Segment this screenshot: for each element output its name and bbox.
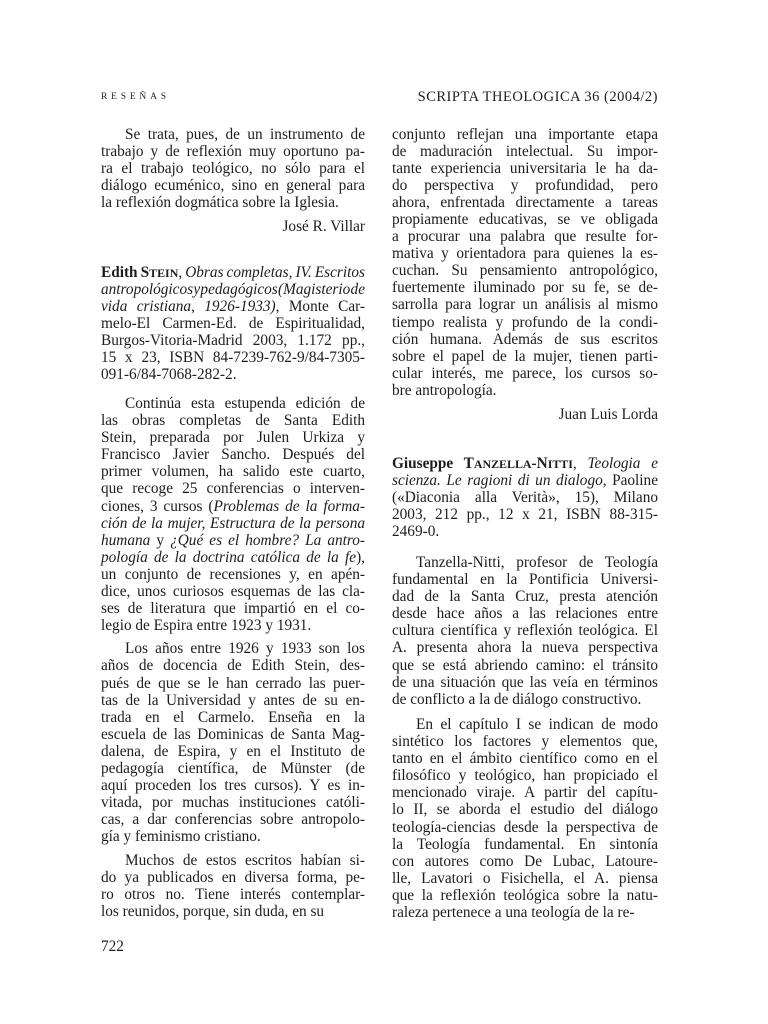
text-line: tanto en el ámbito científico como en el <box>392 750 658 768</box>
text-line: propiamente educativas, se ve obligada <box>392 210 658 228</box>
review-paragraph <box>392 716 658 921</box>
text-line: lle, Lavatori o Fisichella, el A. piensa <box>392 869 658 887</box>
book-citation <box>101 264 365 384</box>
text-line: ción humana. Además de sus escritos <box>392 330 658 348</box>
text-line: diálogo ecuménico, sino en general para <box>101 176 365 194</box>
text-line: sarrolla para lograr un análisis al mismo <box>392 296 658 314</box>
text-line: las obras completas de Santa Edith <box>101 412 365 430</box>
text-line: vitada, por muchas instituciones católi- <box>101 794 365 812</box>
text-line: gía y feminismo cristiano. <box>101 828 261 846</box>
text-line: años de docencia de Edith Stein, des- <box>101 657 365 675</box>
text-line: a procurar una palabra que resulte for- <box>392 228 658 246</box>
text-line: do perspectiva y profundidad, pero <box>392 176 658 194</box>
italic-title-text: vida cristiana, 1926-1933) <box>101 297 276 315</box>
text-line: bre antropología. <box>392 381 497 399</box>
author-name-smallcaps: ITTI <box>547 456 573 471</box>
text-line: 15 x 23, ISBN 84-7239-762-9/84-7305- <box>101 348 365 366</box>
text-line <box>101 498 365 515</box>
text-line <box>392 472 658 489</box>
text-line: raleza pertenece a una teología de la re- <box>392 904 635 922</box>
text-run: ), <box>356 548 365 566</box>
italic-title-text: pología de la doctrina católica de la fe <box>101 548 357 566</box>
text-line: lo II, se aborda el estudio del diálogo <box>392 801 658 819</box>
text-line: desde hace años a las relaciones entre <box>392 605 658 623</box>
text-line: mencionado viraje. A partir del capítu- <box>392 784 658 802</box>
text-line: tante experiencia universitaria le ha da- <box>392 159 658 177</box>
text-line: dice, unos curiosos esquemas de las cla- <box>101 583 365 601</box>
text-line: A. presenta ahora la nueva perspectiva <box>392 639 658 657</box>
text-line: Burgos-Vitoria-Madrid 2003, 1.172 pp., <box>101 331 365 349</box>
author-name: -N <box>531 454 548 472</box>
text-line: cular interés, me parece, los cursos so- <box>392 364 658 382</box>
text-line: ro otros no. Tiene interés contemplar- <box>101 885 365 903</box>
text-line <box>101 515 365 532</box>
review-paragraph <box>101 852 365 920</box>
text-line: que recoge 25 conferencias o interven- <box>101 480 365 498</box>
review-closing-paragraph <box>101 126 365 211</box>
italic-title-text: Obras completas, IV. Escritos <box>185 263 365 281</box>
text-line <box>101 532 365 549</box>
text-run: , Monte Car- <box>275 297 365 315</box>
text-line: de maduración intelectual. Su impor- <box>392 142 658 160</box>
text-run: , <box>178 263 186 281</box>
text-line: fundamental en la Pontificia Universi- <box>392 571 658 589</box>
text-line: En el capítulo I se indican de modo <box>416 716 658 733</box>
text-line <box>392 455 658 472</box>
text-line: la Teología fundamental. En sintonía <box>392 835 658 853</box>
text-line <box>101 264 365 281</box>
text-line <box>101 298 365 315</box>
italic-title-text: ción de la mujer, Estructura de la persona <box>101 514 365 532</box>
text-line: los reunidos, porque, sin duda, en su <box>101 902 325 920</box>
italic-title-text: scienza. Le ragioni di un dialogo <box>392 471 603 489</box>
text-line <box>101 281 365 298</box>
reviewer-signature: Juan Luis Lorda <box>558 405 658 423</box>
text-line: melo-El Carmen-Ed. de Espiritualidad, <box>101 314 365 332</box>
text-line: pués de que se le han cerrado las puer- <box>101 674 365 692</box>
text-line: de conflicto a la de diálogo constructivo. <box>392 690 642 708</box>
text-line: la reflexión dogmática sobre la Iglesia. <box>101 193 339 211</box>
text-line: ahora, enfrentada directamente a tareas <box>392 193 658 211</box>
italic-title-text: antropológicos y pedagógicos (Magisterio de <box>101 280 365 298</box>
text-line: de una situación que las veía en términos <box>392 673 658 691</box>
text-line: ses de literatura que impartió en el co- <box>101 600 365 618</box>
text-line: que la reflexión teológica sobre la natu- <box>392 886 658 904</box>
text-line: cultura científica y reflexión teológica. El <box>392 622 658 640</box>
text-line: 2003, 212 pp., 12 x 21, ISBN 88-315- <box>392 505 658 523</box>
text-line: pedagogía científica, de Münster (de <box>101 760 365 778</box>
text-line: primer volumen, ha salido este cuarto, <box>101 463 365 481</box>
text-line: legio de Espira entre 1923 y 1931. <box>101 617 312 635</box>
text-line: Los años entre 1926 y 1933 son los <box>125 640 365 658</box>
text-line: mativa y orientadora para quienes la es- <box>392 245 658 263</box>
author-name: Giuseppe T <box>392 454 474 472</box>
italic-title-text: ¿Qué es el hombre? La antro- <box>170 531 366 549</box>
text-line: filosófico y teológico, han propiciado el <box>392 767 658 785</box>
running-head-section: RESEÑAS <box>101 92 170 102</box>
review-paragraph-continued <box>392 126 658 400</box>
running-head-journal: SCRIPTA THEOLOGICA 36 (2004/2) <box>417 89 658 105</box>
text-run: ciones, 3 cursos ( <box>101 497 214 515</box>
italic-title-text: Teologia e <box>587 454 658 472</box>
author-name: Edith S <box>101 263 150 281</box>
text-line: trada en el Carmelo. Enseña en la <box>101 708 365 726</box>
text-line: sobre el papel de la mujer, tienen parti- <box>392 347 658 365</box>
text-line: sintético los factores y elementos que, <box>392 733 658 751</box>
text-line: 091-6/84-7068-282-2. <box>101 366 237 384</box>
text-line: trabajo y de reflexión muy oportuno pa- <box>101 142 365 160</box>
text-line: cas, a dar conferencias sobre antropolo- <box>101 811 365 829</box>
text-run: , <box>572 454 588 472</box>
text-line: ra el trabajo teológico, no sólo para el <box>101 159 365 177</box>
text-line: Stein, preparada por Julen Urkiza y <box>101 429 365 447</box>
text-line: dad de la Santa Cruz, presta atención <box>392 588 658 606</box>
author-name-smallcaps: ANZELLA <box>473 456 532 471</box>
text-line: escuela de las Dominicas de Santa Mag- <box>101 725 365 743</box>
text-line: tiempo realista y profundo de la condi- <box>392 313 658 331</box>
text-line: un conjunto de recensiones y, en apén- <box>101 565 365 583</box>
author-name-smallcaps: TEIN <box>149 265 179 280</box>
italic-title-text: humana <box>101 531 151 549</box>
reviewer-signature: José R. Villar <box>282 217 365 235</box>
text-line: que se está abriendo camino: el tránsito <box>392 656 658 674</box>
text-line: con autores como De Lubac, Latoure- <box>392 852 658 870</box>
text-line <box>101 549 365 566</box>
book-citation <box>392 455 658 540</box>
review-paragraph <box>392 554 658 708</box>
text-line: Muchos de estos escritos habían si- <box>125 851 365 869</box>
text-line: dalena, de Espira, y en el Instituto de <box>101 742 365 760</box>
review-paragraph <box>101 395 365 634</box>
text-run: , Paoline <box>602 471 658 489</box>
text-line: do ya publicados en diversa forma, pe- <box>101 868 365 886</box>
text-line: tas de la Universidad y antes de su en- <box>101 691 365 709</box>
page-number: 722 <box>101 937 124 955</box>
text-line: fuertemente iluminado por su fe, se de- <box>392 279 658 297</box>
text-line: Tanzella-Nitti, profesor de Teología <box>416 554 658 571</box>
review-paragraph <box>101 640 365 845</box>
text-line: («Diaconia alla Verità», 15), Milano <box>392 488 658 506</box>
text-line: teología-ciencias desde la perspectiva de <box>392 818 658 836</box>
text-line: aquí proceden los tres cursos). Y es in- <box>101 777 365 795</box>
italic-title-text: Problemas de la forma- <box>213 497 365 515</box>
text-line: Continúa esta estupenda edición de <box>125 395 365 412</box>
text-line: 2469-0. <box>392 522 440 540</box>
text-run: y <box>150 531 171 549</box>
text-line: Francisco Javier Sancho. Después del <box>101 446 365 464</box>
text-line: Se trata, pues, de un instrumento de <box>125 125 365 143</box>
text-line: cuchan. Su pensamiento antropológico, <box>392 262 658 280</box>
text-line: conjunto reflejan una importante etapa <box>392 125 658 143</box>
